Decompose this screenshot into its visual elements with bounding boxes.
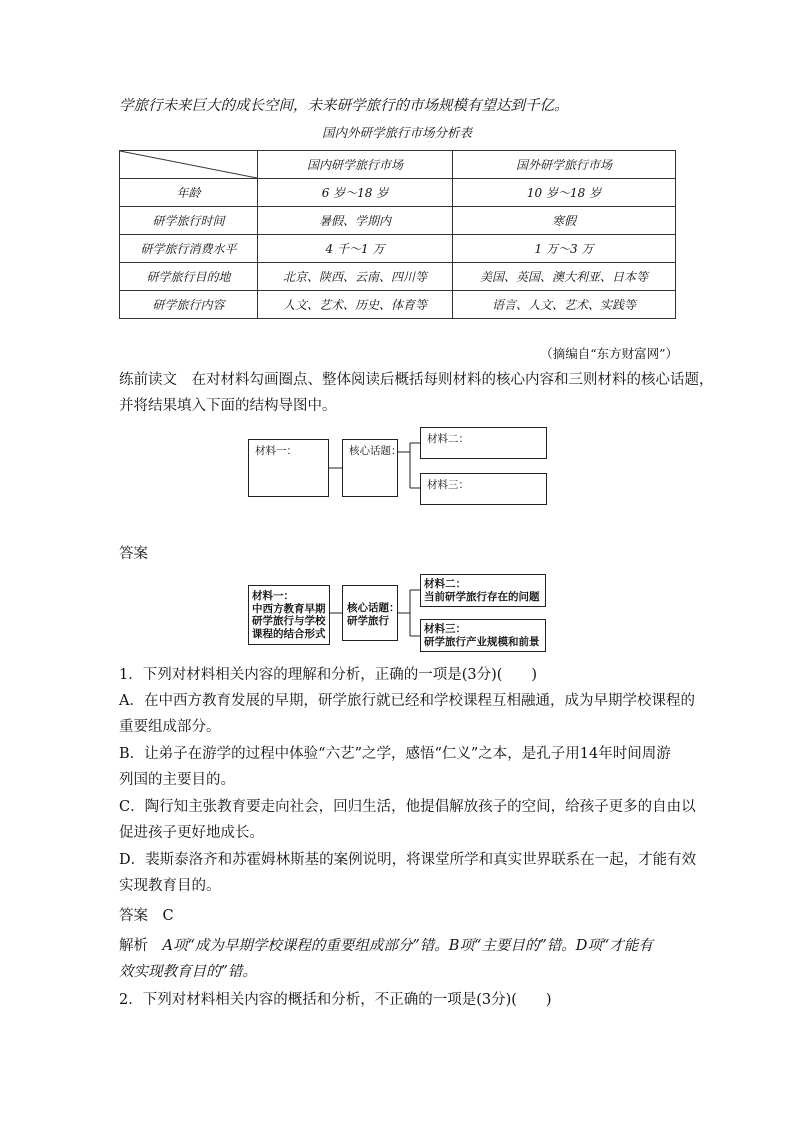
practice-heading: 练前读文 [119,372,177,388]
table-row [120,207,676,235]
box-line: 核心话题： [347,602,400,614]
diagram-box-material-2 [420,427,547,459]
table-row [120,179,676,207]
cell-domestic: 暑假、学期内 [258,207,453,235]
analysis-text: A项“成为早期学校课程的重要组成部分”错。B项“主要目的”错。D项“才能有 [162,938,653,954]
practice-line-2: 并将结果填入下面的结构导图中。 [119,398,337,414]
q1-option-d-line1: D．裴斯泰洛齐和苏霍姆林斯基的案例说明，将课堂所学和真实世界联系在一起，才能有效 [119,852,697,868]
row-label: 研学旅行时间 [120,207,258,235]
q1-option-c-line2: 促进孩子更好地成长。 [119,825,264,841]
answer-box-material-3 [420,619,546,652]
answer-heading: 答案 [119,546,148,562]
box-label: 材料三： [427,479,469,491]
answer-box-material-1 [248,585,330,645]
q1-option-d-line2: 实现教育目的。 [119,878,221,894]
box-line: 研学旅行 [347,614,389,627]
box-text [252,590,326,640]
q1-option-b-line2: 列国的主要目的。 [119,772,235,788]
table-row [120,291,676,319]
row-label: 研学旅行消费水平 [120,235,258,263]
box-line: 中西方教育早期 [252,602,326,615]
box-line: 研学旅行与学校 [252,615,326,627]
row-label: 研学旅行内容 [120,291,258,319]
cell-foreign: 语言、人文、艺术、实践等 [453,291,676,319]
cell-domestic: 人文、艺术、历史、体育等 [258,291,453,319]
box-text [424,578,540,603]
source-citation: （摘编自“东方财富网”） [540,346,678,361]
diagonal-header-cell [120,151,258,179]
q1-answer [119,906,174,926]
box-label: 材料一： [255,445,297,457]
table-row [120,235,676,263]
cell-foreign: 10 岁～18 岁 [453,179,676,207]
q1-analysis-line1 [119,936,653,956]
q1-option-b-line1: B．让弟子在游学的过程中体验“六艺”之学，感悟“仁义”之本，是孔子用14年时间周游 [119,746,671,762]
box-text [347,602,400,627]
practice-line-1 [119,370,714,390]
q1-option-a-line2: 重要组成部分。 [119,719,221,735]
cell-foreign: 美国、英国、澳大利亚、日本等 [453,263,676,291]
cell-foreign: 寒假 [453,207,676,235]
diagram-box-material-3 [420,473,547,505]
q1-option-a-line1: A．在中西方教育发展的早期，研学旅行就已经和学校课程互相融通，成为早期学校课程的 [119,693,695,709]
box-label: 核心话题： [349,445,402,457]
q1-option-c-line1: C．陶行知主张教育要走向社会，回归生活，他提倡解放孩子的空间，给孩子更多的自由以 [119,799,696,815]
box-line: 材料一： [252,590,294,602]
cell-domestic: 北京、陕西、云南、四川等 [258,263,453,291]
answer-label: 答案 [119,908,148,924]
box-text [424,623,540,648]
answer-box-core-topic [342,585,398,641]
box-line: 课程的结合形式 [252,627,326,640]
answer-value: C [162,908,174,924]
header-foreign: 国外研学旅行市场 [453,151,676,179]
intro-line: 学旅行未来巨大的成长空间，未来研学旅行的市场规模有望达到千亿。 [119,98,569,114]
box-line: 材料二： [424,578,466,590]
box-line: 当前研学旅行存在的问题 [424,590,540,603]
diagram-box-material-1 [248,439,329,497]
row-label: 年龄 [120,179,258,207]
q1-stem: 1．下列对材料相关内容的理解和分析，正确的一项是(3分)( ) [119,667,538,683]
practice-text-1: 在对材料勾画圈点、整体阅读后概括每则材料的核心内容和三则材料的核心话题， [191,372,714,388]
answer-box-material-2 [420,574,546,607]
cell-foreign: 1 万～3 万 [453,235,676,263]
header-domestic: 国内研学旅行市场 [258,151,453,179]
cell-domestic: 4 千～1 万 [258,235,453,263]
diagram-box-core-topic [342,439,402,497]
table-header-row [120,151,676,179]
table-title: 国内外研学旅行市场分析表 [321,125,472,140]
box-label: 材料二： [427,433,469,445]
q2-stem: 2．下列对材料相关内容的概括和分析，不正确的一项是(3分)( ) [119,992,552,1008]
cell-domestic: 6 岁～18 岁 [258,179,453,207]
box-line: 材料三： [424,623,466,635]
box-line: 研学旅行产业规模和前景 [424,635,540,648]
market-analysis-table [119,150,676,319]
diagonal-line [120,151,257,178]
table-row [120,263,676,291]
row-label: 研学旅行目的地 [120,263,258,291]
analysis-label: 解析 [119,938,148,954]
q1-analysis-line2: 效实现教育目的”错。 [119,964,257,980]
